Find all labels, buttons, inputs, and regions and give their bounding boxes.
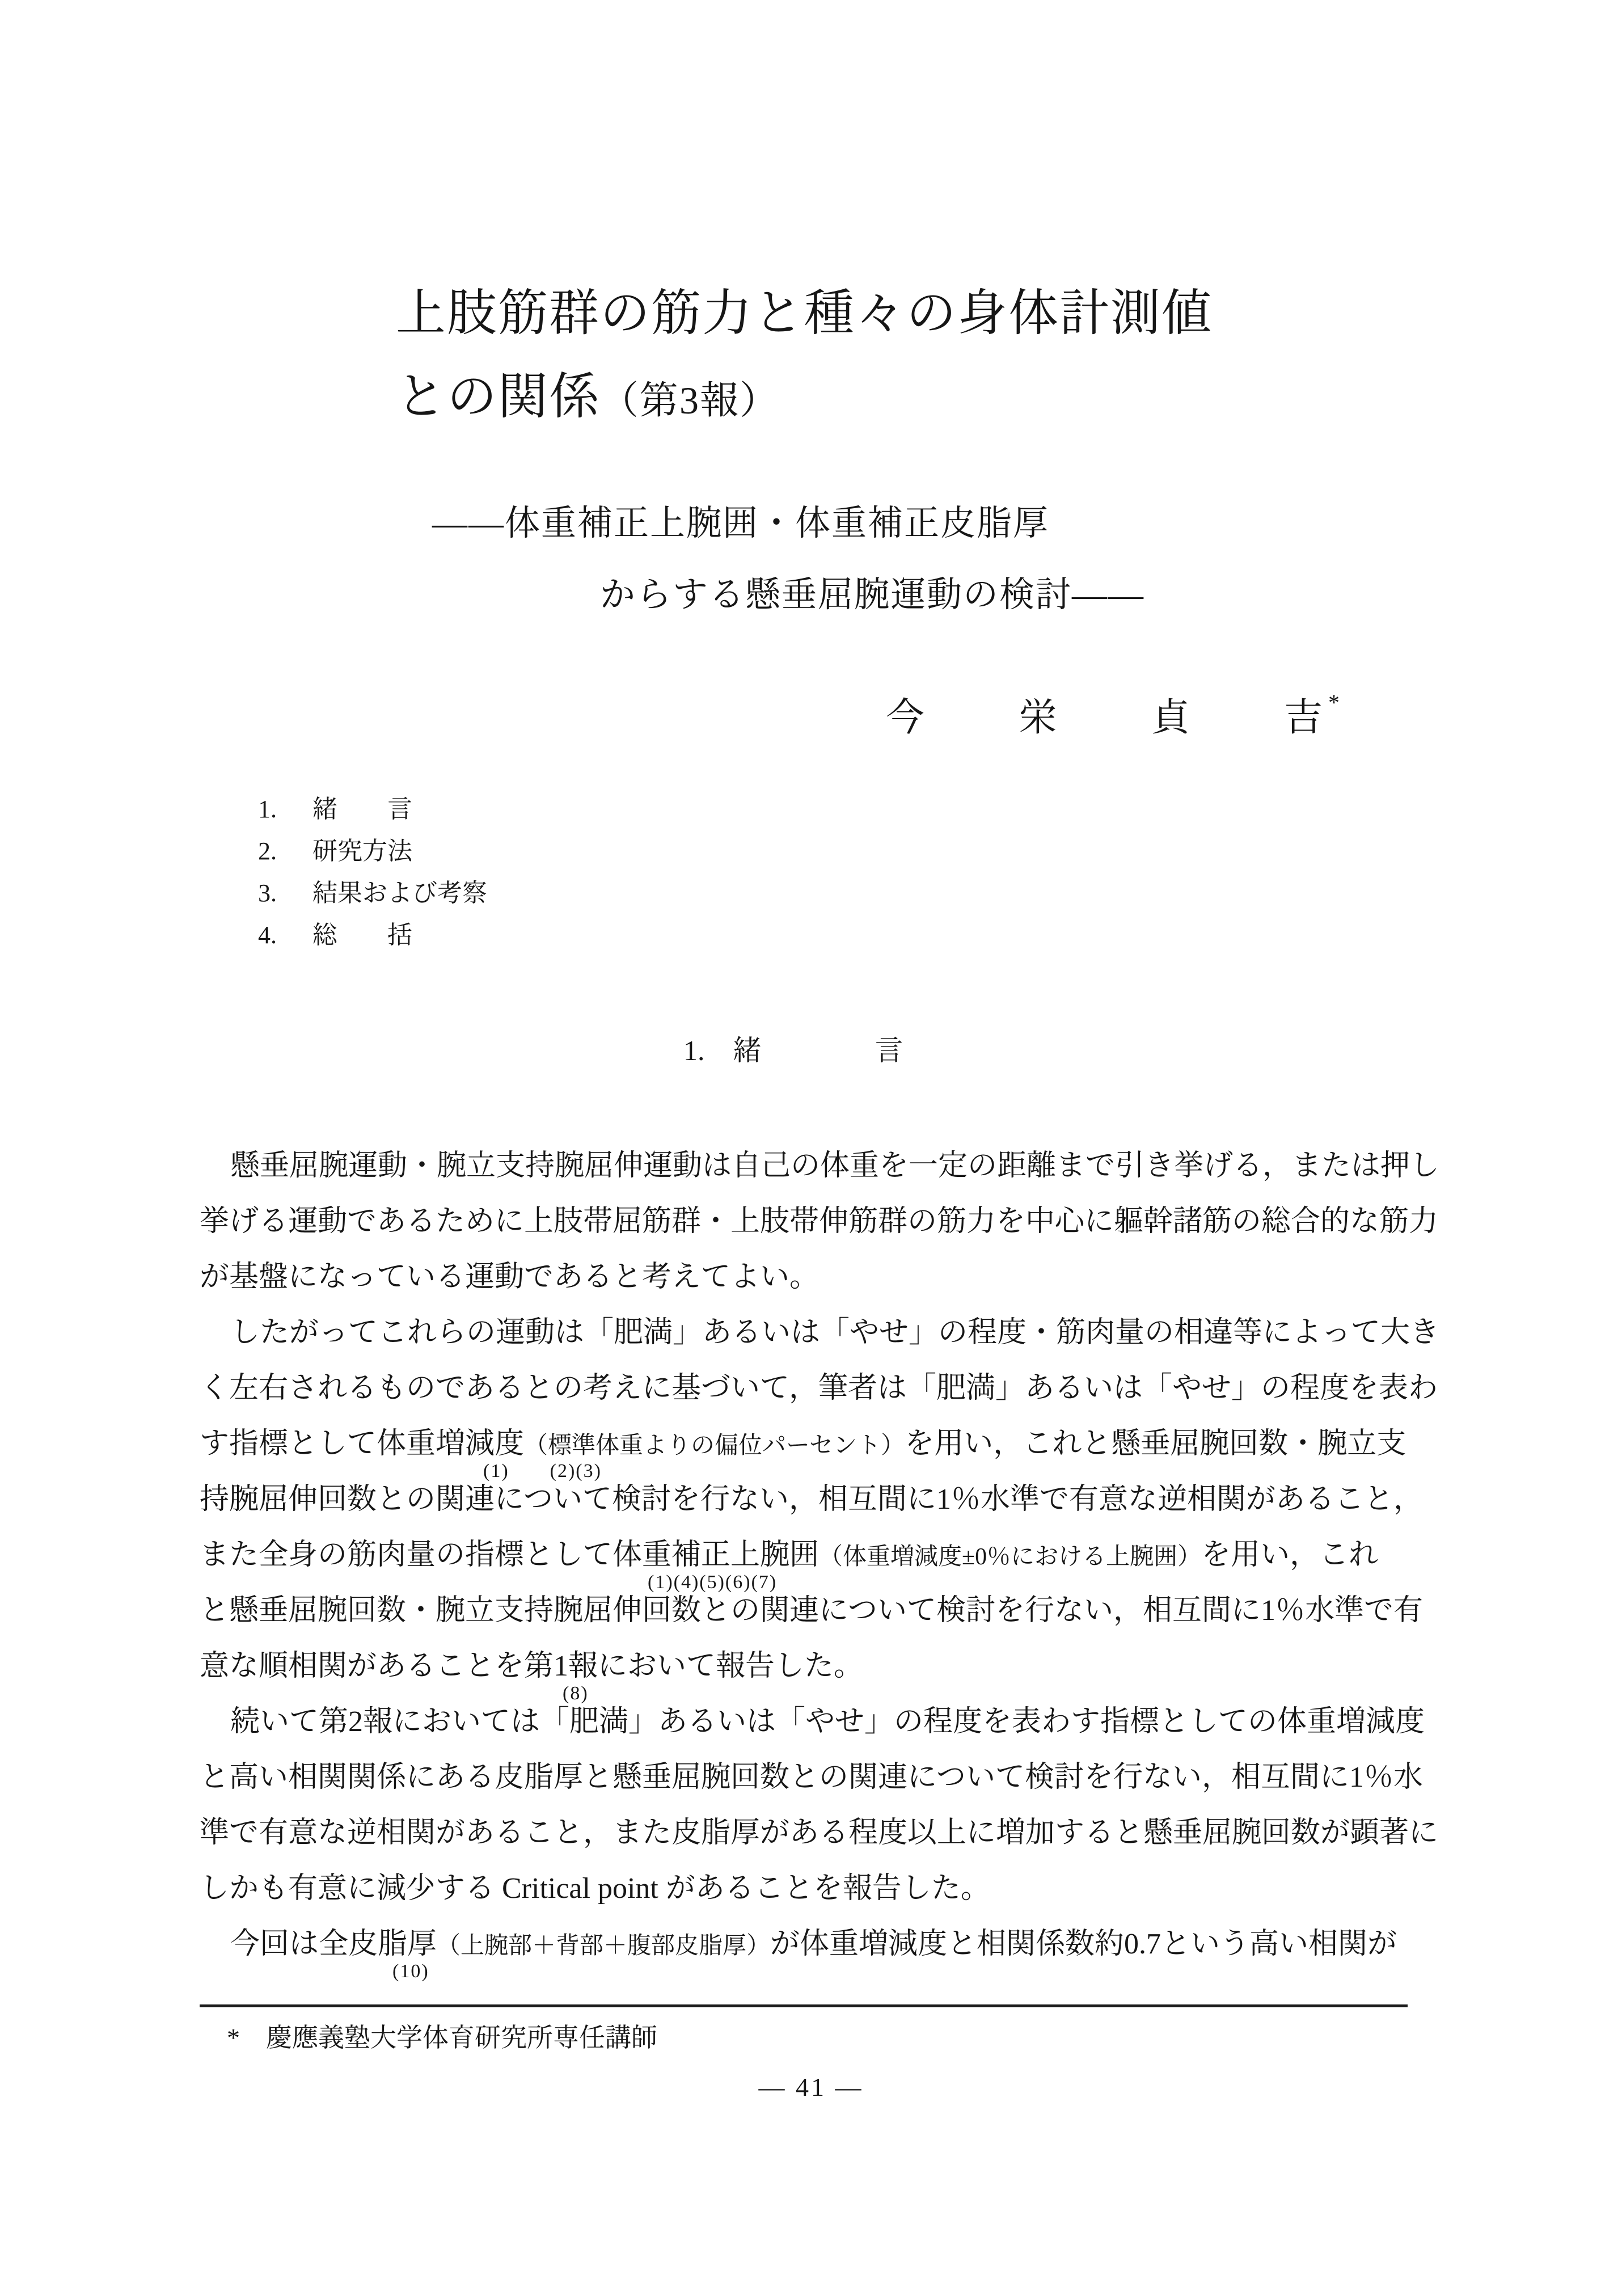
body-line-text: 挙げる運動であるために上肢帯屈筋群・上肢帯伸筋群の筋力を中心に軀幹諸筋の総合的な筋力 — [200, 1205, 1439, 1238]
toc-item-number: 2. — [258, 837, 277, 865]
page-number: — 41 — — [758, 2073, 864, 2101]
section-heading-introduction: 1. 緒 言 — [683, 1035, 903, 1066]
author-footnote-asterisk: * — [1328, 690, 1340, 715]
body-line-parenthetical: （体重増減度±0％における上腕囲） — [819, 1544, 1202, 1570]
toc-item-number: 3. — [258, 879, 277, 907]
paper-title-line2-main: との関係 — [396, 370, 601, 425]
toc-item-2 — [258, 830, 487, 872]
body-line — [200, 1260, 1561, 1316]
body-line-text: を用い，これと懸垂屈腕回数・腕立支 — [905, 1428, 1406, 1460]
body-line-text: く左右されるものであるとの考えに基づいて，筆者は「肥満」あるいは「やせ」の程度を表わ — [200, 1372, 1438, 1404]
body-line-text: を用い，これ — [1201, 1539, 1379, 1571]
body-line-text: 準で有意な逆相関があること，また皮脂厚がある程度以上に増加すると懸垂屈腕回数が顕著に — [200, 1817, 1439, 1849]
body-line-text: す指標として体重増減度 — [200, 1428, 525, 1460]
footnote-reference-mark: (10) — [392, 1961, 429, 1982]
body-line — [200, 1816, 1561, 1872]
body-line — [200, 1483, 1561, 1538]
paper-title-line1: 上肢筋群の筋力と種々の身体計測値 — [396, 286, 1213, 341]
body-line — [200, 1872, 1561, 1927]
body-line — [200, 1594, 1561, 1649]
toc-item-number: 4. — [258, 921, 277, 949]
body-line — [200, 1705, 1561, 1761]
toc-item-4 — [258, 914, 487, 956]
body-line-text: 懸垂屈腕運動・腕立支持腕屈伸運動は自己の体重を一定の距離まで引き挙げる，または押し — [230, 1150, 1440, 1182]
toc-item-label: 研究方法 — [312, 837, 412, 865]
body-line-parenthetical: （上腕部＋背部＋腹部皮脂厚） — [437, 1933, 771, 1959]
body-line-text: 持腕屈伸回数との関連について検討を行ない，相互間に1％水準で有意な逆相関があること， — [200, 1483, 1423, 1516]
body-line-text: と懸垂屈腕回数・腕立支持腕屈伸回数との関連について検討を行ない，相互間に1％水準で有 — [200, 1594, 1423, 1627]
toc-item-label: 緒 言 — [312, 795, 412, 823]
body-line-parenthetical: （標準体重よりの偏位パーセント） — [524, 1433, 905, 1459]
body-line — [200, 1427, 1561, 1483]
toc-item-number: 1. — [258, 795, 277, 823]
body-text — [200, 1149, 1561, 1983]
footnote-reference-marks: (1)(4)(5)(6)(7) — [648, 1572, 778, 1593]
body-line — [200, 1649, 1561, 1705]
author-name-text: 今 栄 貞 吉 — [886, 696, 1329, 739]
subtitle-line2: からする懸垂屈腕運動の検討—— — [600, 576, 1145, 614]
body-line — [200, 1316, 1561, 1371]
toc-item-label: 総 括 — [312, 921, 412, 949]
footnote-reference-mark: (8) — [563, 1683, 589, 1704]
body-line-text: しかも有意に減少する Critical point があることを報告した。 — [200, 1872, 990, 1905]
body-line — [200, 1538, 1561, 1594]
table-of-contents — [258, 788, 487, 956]
paper-title-line2-report-number: （第3報） — [600, 379, 780, 422]
subtitle-line1: ——体重補正上腕囲・体重補正皮脂厚 — [432, 504, 1050, 543]
body-line — [200, 1149, 1561, 1205]
footnote-reference-marks: (1) (2)(3) — [483, 1461, 602, 1482]
body-line-text: が基盤になっている運動であると考えてよい。 — [200, 1261, 820, 1293]
body-line — [200, 1761, 1561, 1816]
toc-item-3 — [258, 872, 487, 914]
toc-item-label: 結果および考察 — [312, 879, 487, 907]
body-line-text: が体重増減度と相関係数約0.7という高い相関が — [770, 1928, 1397, 1960]
paper-title-line2 — [396, 366, 779, 432]
footnote-divider-rule — [200, 2004, 1408, 2007]
body-line-text: したがってこれらの運動は「肥満」あるいは「やせ」の程度・筋肉量の相違等によって大き — [230, 1316, 1440, 1349]
author-name — [886, 678, 1340, 742]
toc-item-1 — [258, 788, 487, 830]
author-affiliation-footnote: * 慶應義塾大学体育研究所専任講師 — [227, 2023, 657, 2052]
body-line-text: 今回は全皮脂厚 — [230, 1928, 437, 1960]
body-line-text: 続いて第2報においては「肥満」あるいは「やせ」の程度を表わす指標としての体重増減度 — [230, 1706, 1425, 1738]
body-line-text: と高い相関関係にある皮脂厚と懸垂屈腕回数との関連について検討を行ない，相互間に1％水 — [200, 1761, 1423, 1793]
body-line — [200, 1371, 1561, 1427]
body-line-text: また全身の筋肉量の指標として体重補正上腕囲 — [200, 1539, 820, 1571]
body-line — [200, 1205, 1561, 1260]
body-line-text: 意な順相関があることを第1報において報告した。 — [200, 1650, 864, 1682]
